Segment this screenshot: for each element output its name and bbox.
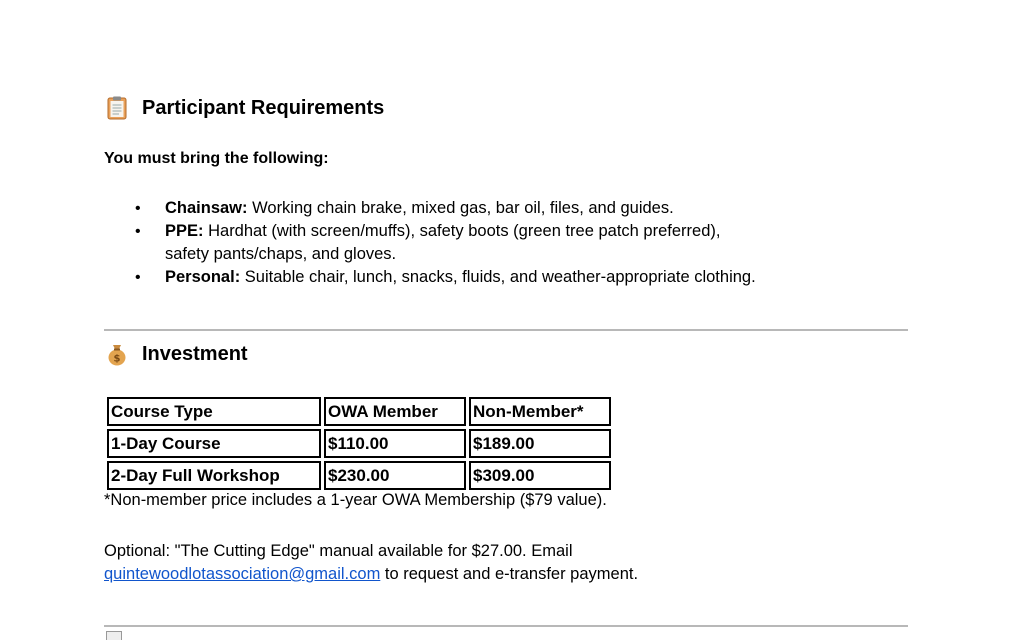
table-cell: $309.00 xyxy=(469,461,611,490)
item-text: Suitable chair, lunch, snacks, fluids, and weather-appropriate clothing. xyxy=(240,268,756,286)
table-cell: $230.00 xyxy=(324,461,466,490)
membership-note: *Non-member price includes a 1-year OWA Membership ($79 value). xyxy=(104,491,607,509)
table-cell: 2-Day Full Workshop xyxy=(107,461,321,490)
table-header-cell: OWA Member xyxy=(324,397,466,426)
manual-optional-text xyxy=(104,540,924,586)
table-cell: 1-Day Course xyxy=(107,429,321,458)
optional-suffix: to request and e-transfer payment. xyxy=(380,565,639,583)
participant-requirements-heading xyxy=(104,95,384,121)
investment-heading xyxy=(104,341,248,367)
email-link[interactable]: quintewoodlotassociation@gmail.com xyxy=(104,565,381,583)
table-cell: $110.00 xyxy=(324,429,466,458)
optional-text: Optional: "The Cutting Edge" manual available for $27.00. Email xyxy=(104,542,573,560)
section-title: Participant Requirements xyxy=(142,96,385,119)
item-text: Hardhat (with screen/muffs), safety boots (green tree patch preferred), xyxy=(203,222,721,240)
table-cell: $189.00 xyxy=(469,429,611,458)
bring-intro-text: You must bring the following: xyxy=(104,150,329,167)
money-bag-icon xyxy=(104,341,130,367)
section-title: Investment xyxy=(142,342,248,365)
divider xyxy=(104,625,908,627)
pricing-table xyxy=(104,394,614,493)
item-text-continued: safety pants/chaps, and gloves. xyxy=(165,245,397,263)
table-header-cell: Non-Member* xyxy=(469,397,611,426)
list-item xyxy=(165,220,985,266)
item-text: Working chain brake, mixed gas, bar oil, files, and guides. xyxy=(247,199,674,217)
item-label: Personal: xyxy=(165,268,241,286)
item-label: Chainsaw: xyxy=(165,199,248,217)
table-row xyxy=(107,429,611,458)
clipboard-icon xyxy=(104,95,130,121)
table-header-cell: Course Type xyxy=(107,397,321,426)
svg-text:$: $ xyxy=(113,353,121,365)
divider xyxy=(104,329,908,331)
table-header-row xyxy=(107,397,611,426)
requirements-list xyxy=(104,197,985,289)
list-item xyxy=(165,197,985,220)
list-item xyxy=(165,266,985,289)
table-row xyxy=(107,461,611,490)
item-label: PPE: xyxy=(165,222,204,240)
